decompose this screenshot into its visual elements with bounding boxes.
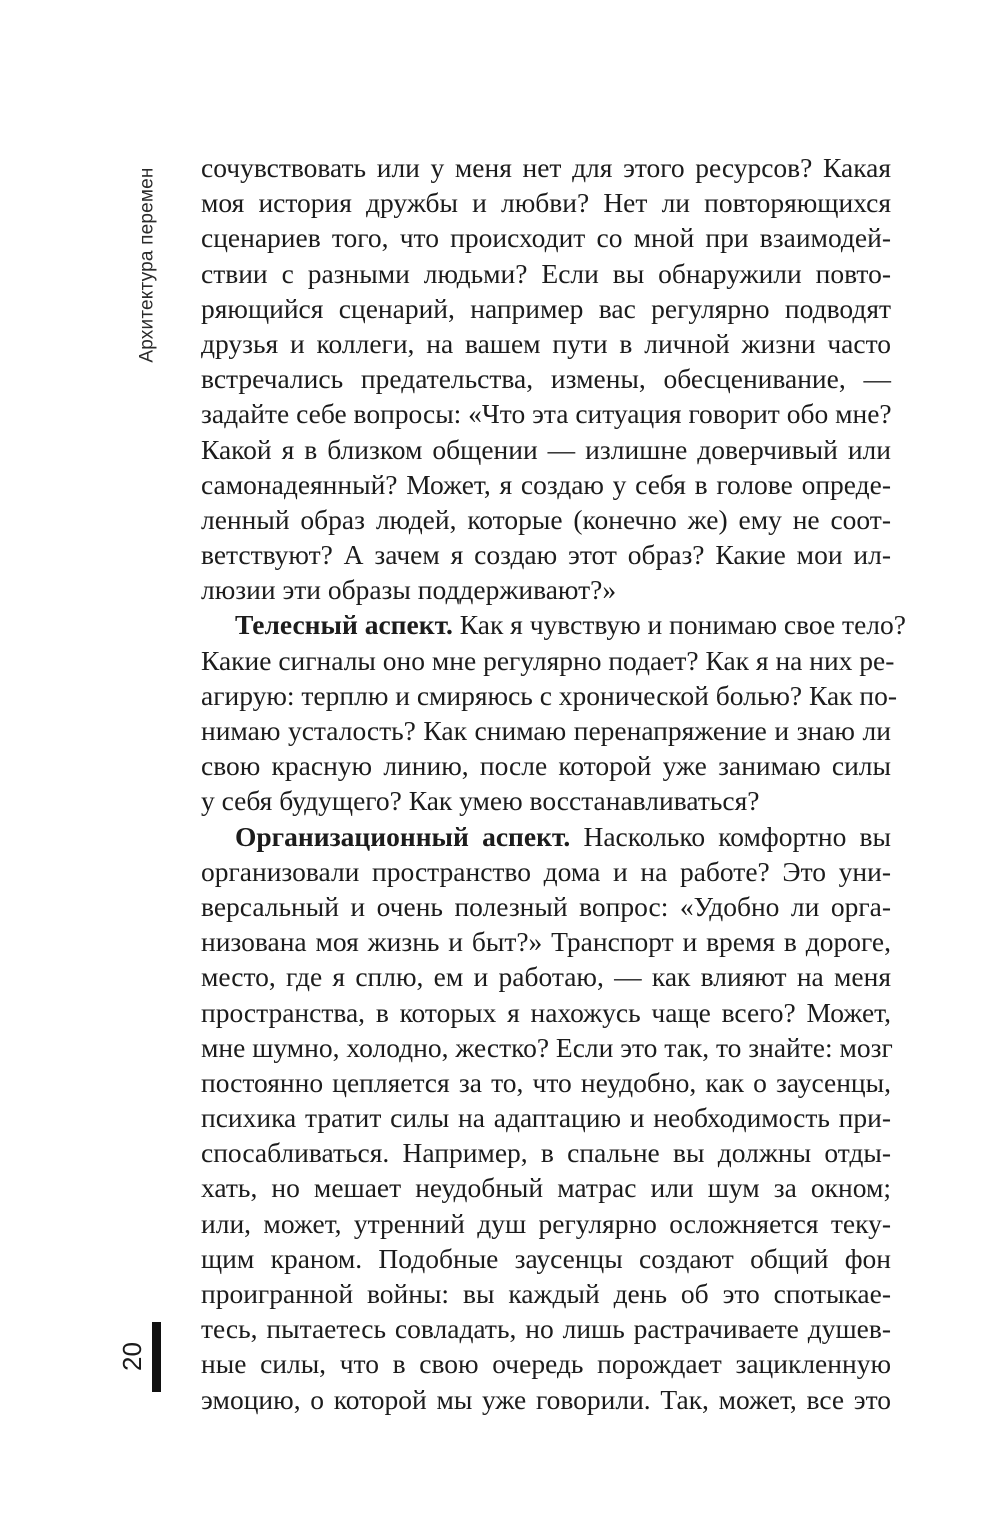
text-line: низована моя жизнь и быт?» Транспорт и время в дороге, — [201, 926, 891, 958]
text-line: щим краном. Подобные заусенцы создают общий фон — [201, 1242, 891, 1274]
text-line: Какие сигналы оно мне регулярно подает? Как я на них ре- — [201, 644, 895, 676]
page-number-text: 20 — [116, 1341, 147, 1371]
text-run: Как я чувствую и понимаю свое тело? — [452, 609, 906, 641]
paragraph-3 — [201, 819, 891, 1417]
paragraph-2 — [201, 607, 906, 818]
folio-bar — [152, 1322, 161, 1392]
text-line: сочувствовать или у меня нет для этого ресурсов? Какая — [201, 152, 891, 183]
text-line: Какой я в близком общении — излишне доверчивый или — [201, 433, 891, 465]
text-line: нимаю усталость? Как снимаю перенапряжение и знаю ли — [201, 715, 891, 746]
text-line: или, может, утренний душ регулярно осложняется теку- — [201, 1207, 891, 1239]
text-line: свою красную линию, после которой уже занимаю силы — [201, 750, 891, 782]
text-line — [201, 607, 906, 642]
text-line: агирую: терплю и смиряюсь с хронической болью? Как по- — [201, 679, 898, 711]
text-line: версальный и очень полезный вопрос: «Удобно ли орга- — [201, 890, 891, 922]
text-line: у себя будущего? Как умею восстанавливаться? — [201, 785, 760, 817]
text-line: спосабливаться. Например, в спальне вы должны отды- — [201, 1137, 891, 1169]
text-line: ветствуют? А зачем я создаю этот образ? Какие мои ил- — [201, 539, 891, 571]
text-run: Насколько комфортно вы — [570, 820, 891, 852]
paragraph-1 — [201, 150, 891, 607]
text-line: эмоцию, о которой мы уже говорили. Так, может, все это — [201, 1383, 891, 1415]
text-line: место, где я сплю, ем и работаю, — как влияют на меня — [201, 961, 891, 993]
text-line: психика тратит силы на адаптацию и необходимость при- — [201, 1102, 891, 1134]
running-head-text: Архитектура перемен — [137, 167, 158, 363]
text-line: ряющийся сценарий, например вас регулярно подводят — [201, 292, 891, 324]
text-line: моя история дружбы и любви? Нет ли повторяющихся — [201, 187, 891, 219]
text-line: друзья и коллеги, на вашем пути в личной жизни часто — [201, 327, 891, 359]
text-line: задайте себе вопросы: «Что эта ситуация говорит обо мне? — [201, 398, 892, 430]
text-line: ствии с разными людьми? Если вы обнаружили повто- — [201, 257, 891, 289]
text-line: пространства, в которых я нахожусь чаще всего? Может, — [201, 996, 891, 1028]
page-number — [112, 1336, 152, 1376]
section-lead-organizational: Организационный аспект. — [235, 820, 571, 852]
text-line: хать, но мешает неудобный матрас или шум за окном; — [201, 1172, 891, 1204]
text-line: проигранной войны: вы каждый день об это спотыкае- — [201, 1278, 891, 1309]
folio — [112, 1322, 176, 1396]
text-line: ные силы, что в свою очередь порождает зацикленную — [201, 1348, 891, 1380]
running-head — [134, 160, 162, 370]
text-line — [201, 819, 891, 854]
body-text — [201, 150, 906, 1417]
text-line: организовали пространство дома и на работе? Это уни- — [201, 855, 891, 887]
text-line: ленный образ людей, которые (конечно же) ему не соот- — [201, 503, 891, 535]
text-line: мне шумно, холодно, жестко? Если это так, то знайте: мозг — [201, 1031, 893, 1063]
text-line: тесь, пытаетесь совладать, но лишь растрачиваете душев- — [201, 1313, 891, 1345]
text-line: сценариев того, что происходит со мной при взаимодей- — [201, 222, 891, 254]
section-lead-bodily: Телесный аспект. — [235, 609, 453, 641]
text-line: люзии эти образы поддерживают?» — [201, 574, 617, 606]
text-line: самонадеянный? Может, я создаю у себя в голове опреде- — [201, 468, 891, 500]
text-line: встречались предательства, измены, обесценивание, — — [201, 363, 891, 395]
text-line: постоянно цепляется за то, что неудобно, как о заусенцы, — [201, 1066, 891, 1098]
